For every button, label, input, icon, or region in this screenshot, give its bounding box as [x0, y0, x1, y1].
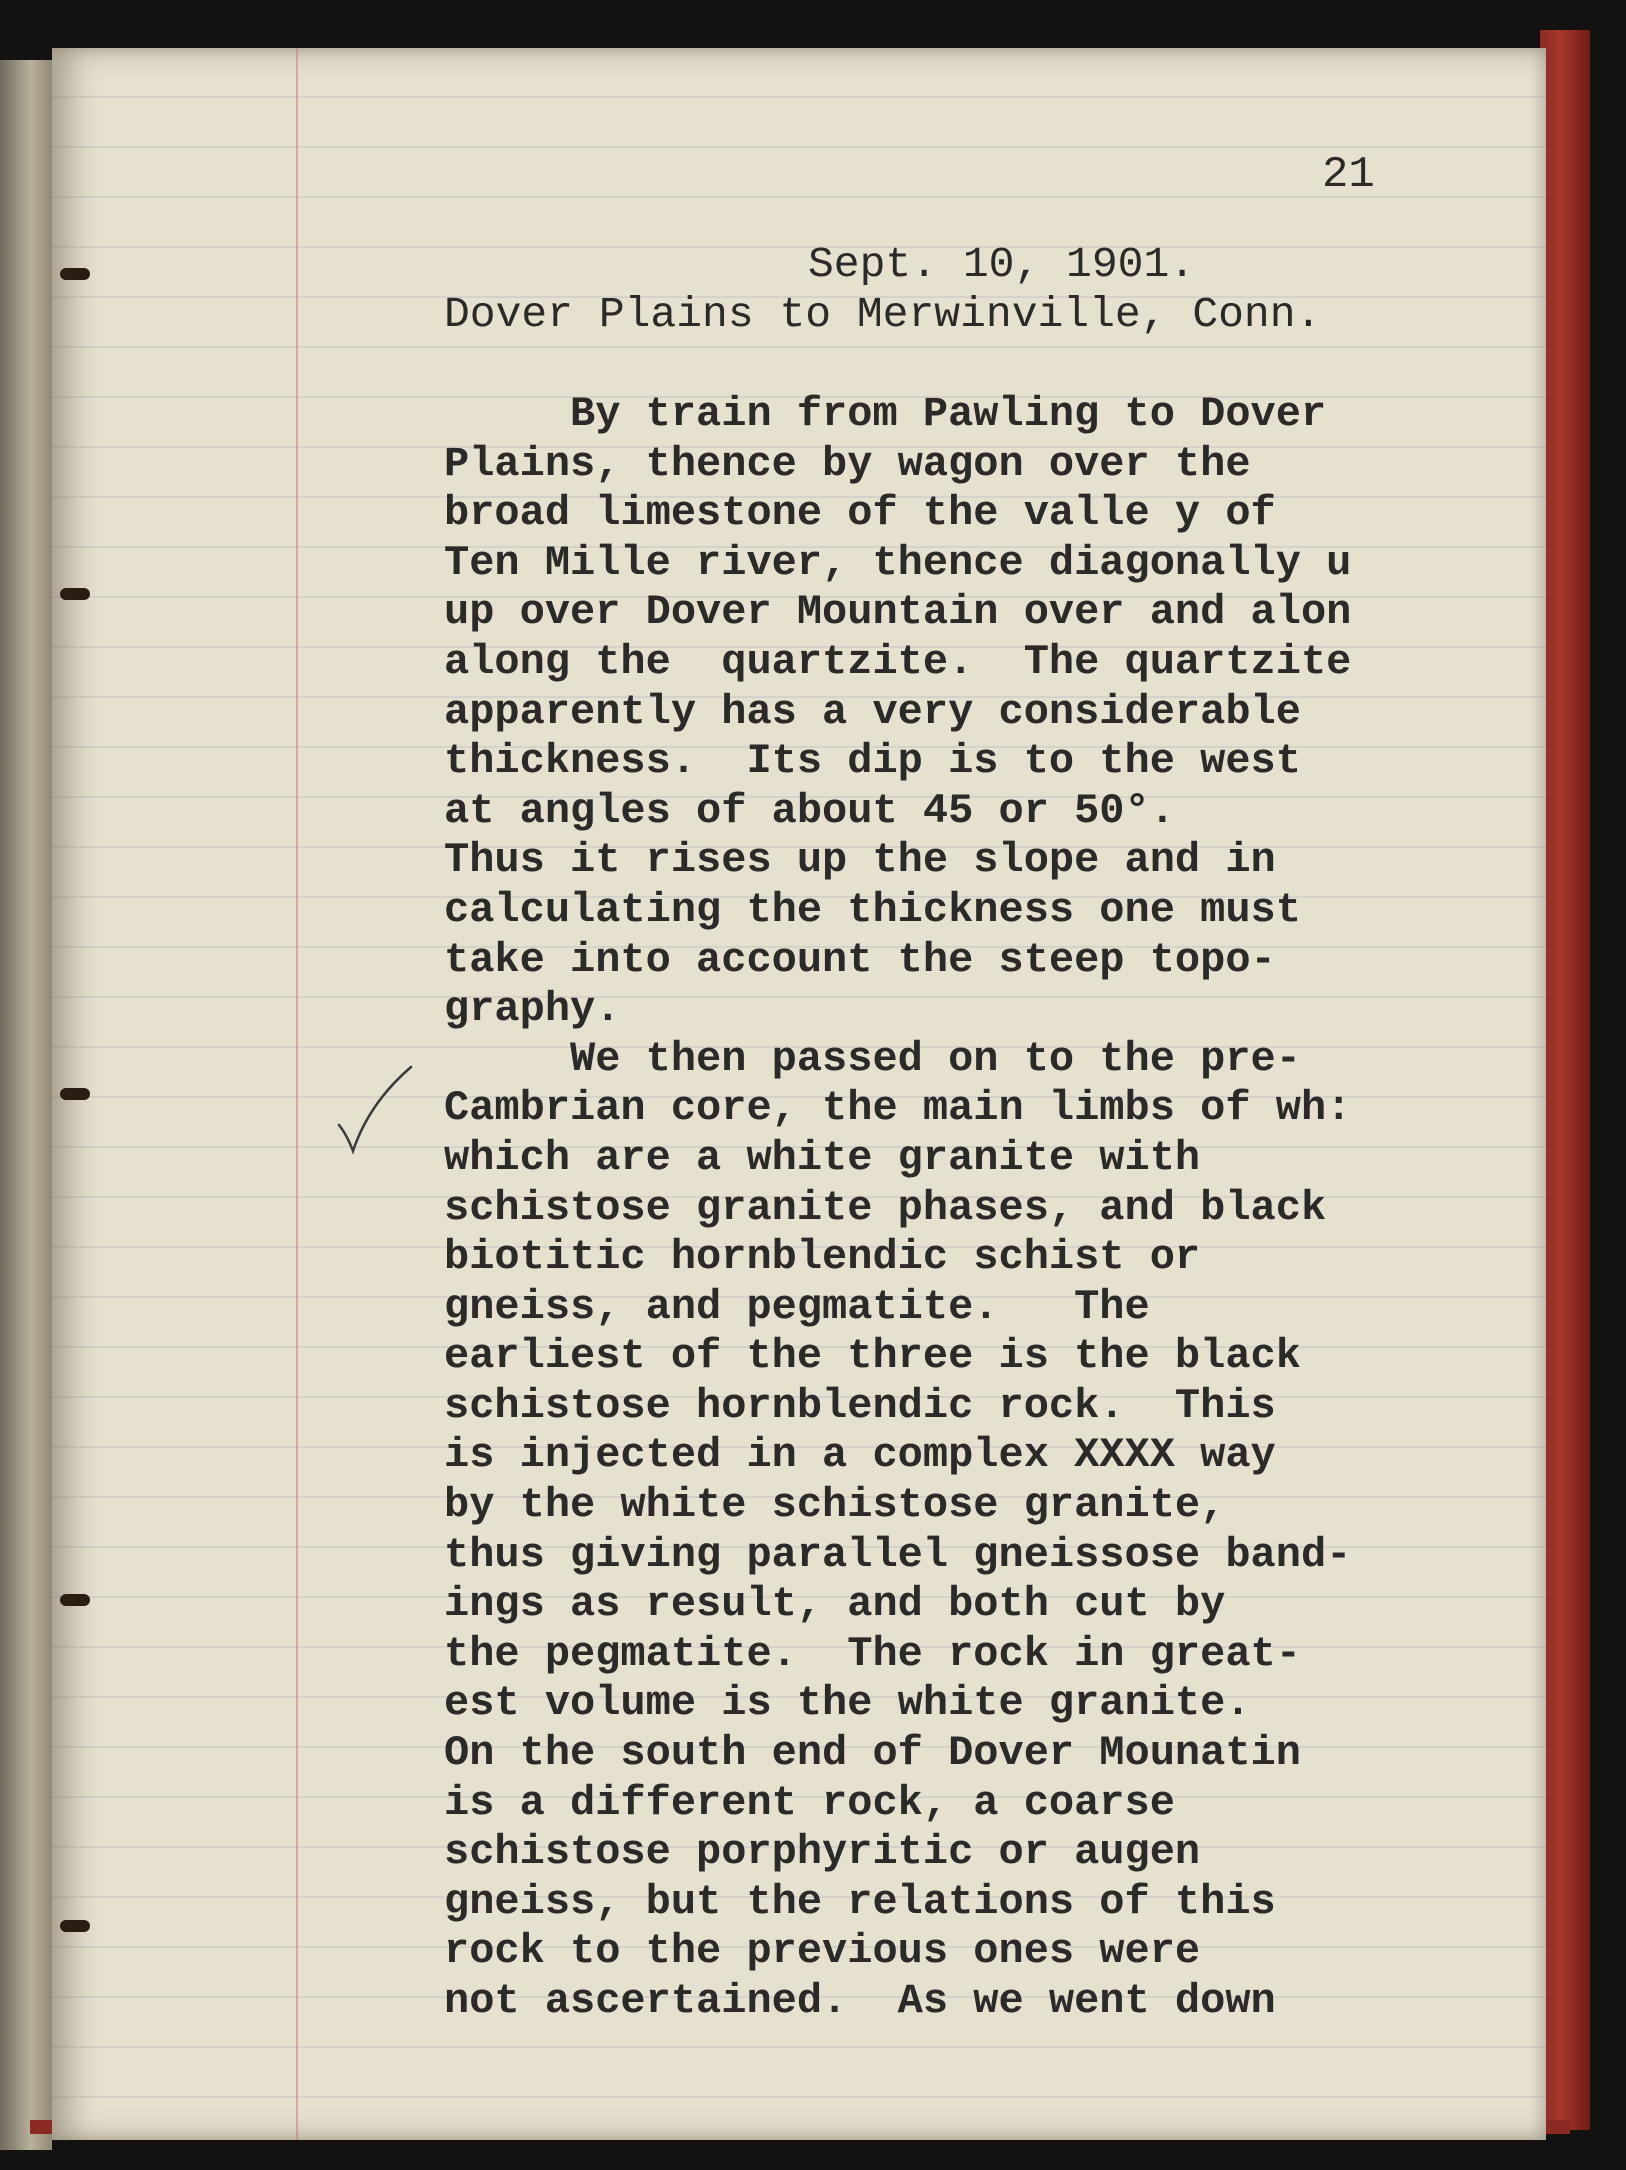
typed-line: thus giving parallel gneissose band-	[444, 1530, 1352, 1579]
typed-line: Cambrian core, the main limbs of wh:	[444, 1084, 1352, 1133]
typed-line: graphy.	[444, 985, 621, 1034]
typed-line: earliest of the three is the black	[444, 1332, 1301, 1381]
typed-entry-body	[444, 390, 1504, 2027]
typed-line: take into account the steep topo-	[444, 935, 1276, 984]
typed-line: est volume is the white granite.	[444, 1679, 1251, 1728]
red-cover-edge	[1540, 30, 1590, 2130]
typed-line: is a different rock, a coarse	[444, 1778, 1175, 1827]
facing-page-edge	[0, 60, 52, 2150]
typed-line: broad limestone of the valle y of	[444, 489, 1276, 538]
binding-stitch	[60, 268, 90, 280]
typed-line: is injected in a complex XXXX way	[444, 1431, 1276, 1480]
typed-line: ings as result, and both cut by	[444, 1580, 1226, 1629]
typed-line: which are a white granite with	[444, 1133, 1201, 1182]
entry-date: Sept. 10, 1901.	[808, 240, 1196, 289]
binding-stitch	[60, 588, 90, 600]
typed-line: On the south end of Dover Mounatin	[444, 1729, 1301, 1778]
typed-line: rock to the previous ones were	[444, 1927, 1201, 1976]
typed-line: schistose hornblendic rock. This	[444, 1381, 1276, 1430]
page-number: 21	[1322, 150, 1375, 200]
binding-stitch	[60, 1088, 90, 1100]
binding-stitch	[60, 1594, 90, 1606]
typed-line: gneiss, and pegmatite. The	[444, 1282, 1150, 1331]
typed-line: not ascertained. As we went down	[444, 1977, 1276, 2025]
typed-line: calculating the thickness one must	[444, 885, 1301, 934]
typed-line: apparently has a very considerable	[444, 687, 1301, 736]
typed-line: Plains, thence by wagon over the	[444, 439, 1251, 488]
typed-line: biotitic hornblendic schist or	[444, 1233, 1201, 1282]
typed-line: up over Dover Mountain over and alon	[444, 588, 1352, 637]
typed-line: by the white schistose granite,	[444, 1481, 1226, 1530]
typed-line: at angles of about 45 or 50°.	[444, 786, 1175, 835]
typed-line: the pegmatite. The rock in great-	[444, 1629, 1301, 1678]
typed-line: schistose granite phases, and black	[444, 1183, 1327, 1232]
typed-line: along the quartzite. The quartzite	[444, 637, 1352, 686]
margin-rule	[296, 48, 298, 2140]
typed-line: thickness. Its dip is to the west	[444, 737, 1301, 786]
typed-line: schistose porphyritic or augen	[444, 1828, 1201, 1877]
check-mark-icon	[335, 1063, 415, 1168]
entry-route-title: Dover Plains to Merwinville, Conn.	[444, 290, 1322, 339]
binding-stitch	[60, 1920, 90, 1932]
typed-line: By train from Pawling to Dover	[444, 390, 1327, 438]
typed-line: Ten Mille river, thence diagonally u	[444, 538, 1352, 587]
typed-line: We then passed on to the pre-	[444, 1034, 1301, 1083]
typed-line: Thus it rises up the slope and in	[444, 836, 1276, 885]
typed-line: gneiss, but the relations of this	[444, 1877, 1276, 1926]
